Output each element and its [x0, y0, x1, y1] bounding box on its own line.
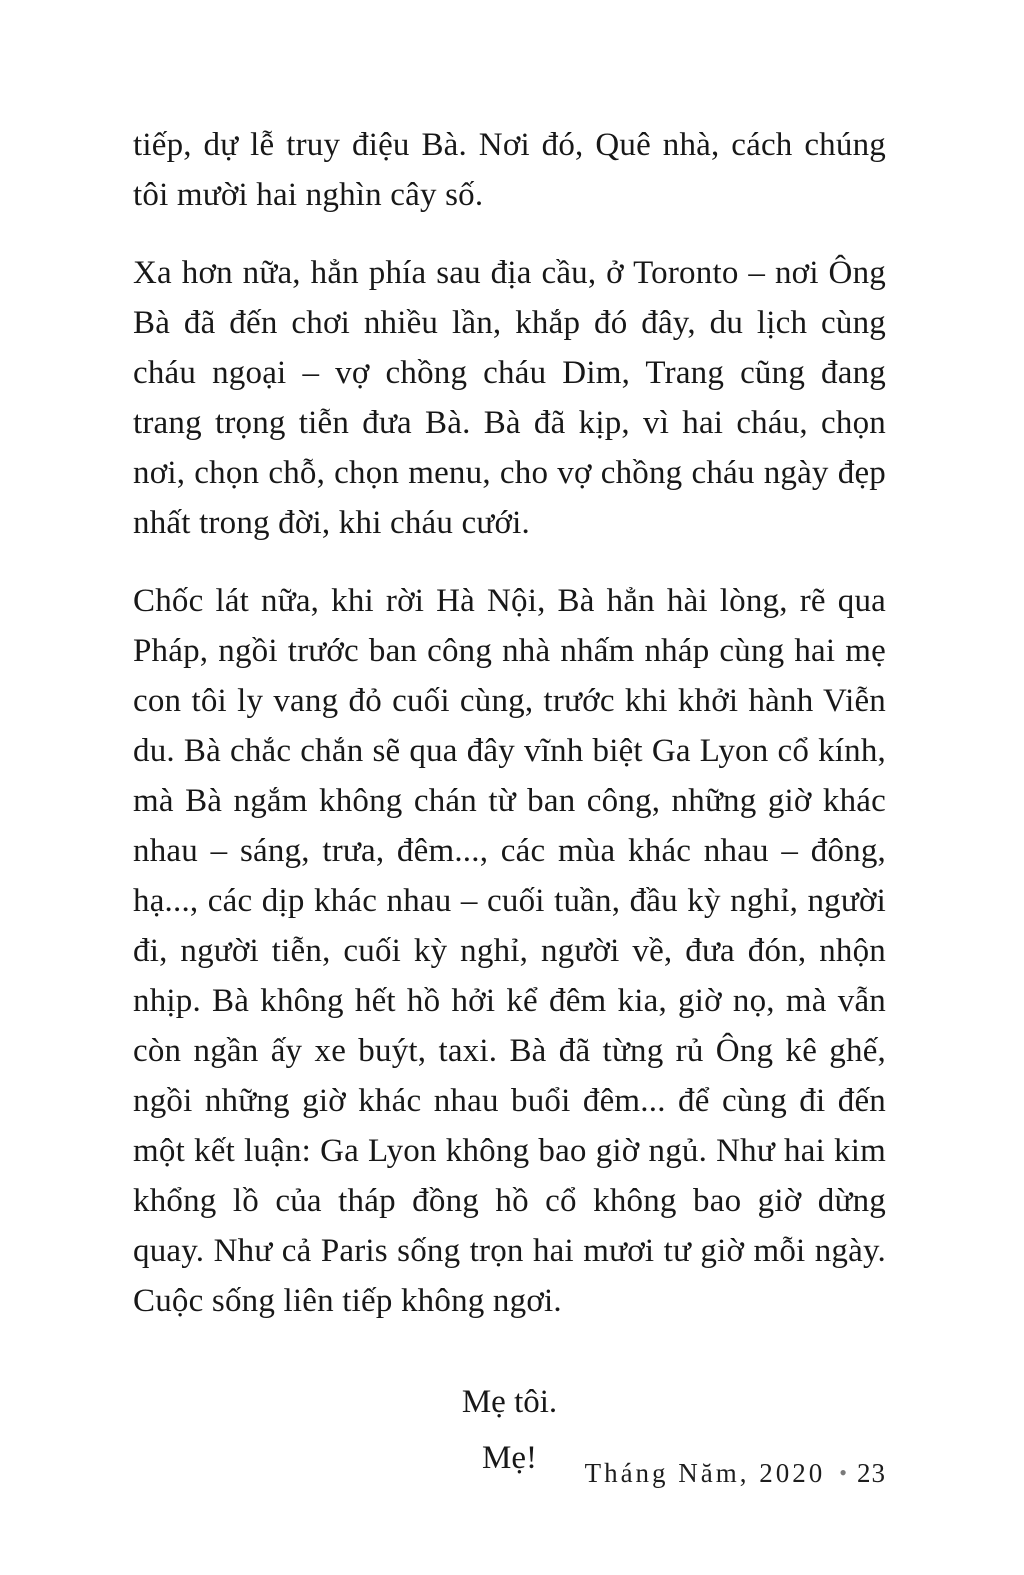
- closing-line-me: Mẹ!: [482, 1440, 537, 1476]
- book-page: [133, 0, 886, 1575]
- footer-separator-dot: •: [839, 1460, 847, 1485]
- paragraph-1: tiếp, dự lễ truy điệu Bà. Nơi đó, Quê nhà, cách chúng tôi mười hai nghìn cây số.: [133, 127, 886, 213]
- page-number: 23: [857, 1458, 886, 1488]
- footer-date: Tháng Năm, 2020: [584, 1458, 826, 1488]
- closing-line-me-toi: Mẹ tôi.: [461, 1384, 558, 1420]
- body-text: [133, 0, 886, 1326]
- page-footer: [133, 1458, 886, 1489]
- paragraph-3: Chốc lát nữa, khi rời Hà Nội, Bà hẳn hài lòng, rẽ qua Pháp, ngồi trước ban công nhà nhấm nháp cùng hai mẹ con tôi ly vang đỏ cuối cùng, trước khi khởi hành Viễn du. Bà chắc chắn sẽ qua đây vĩnh biệt Ga Lyon cổ kính, mà Bà ngắm không chán từ ban công, những giờ khác nhau – sáng, trưa, đêm..., các mùa khác nhau – đông, hạ..., các dịp khác nhau – cuối tuần, đầu kỳ nghỉ, người đi, người tiễn, cuối kỳ nghỉ, người về, đưa đón, nhộn nhịp. Bà không hết hồ hởi kể đêm kia, giờ nọ, mà vẫn còn ngần ấy xe buýt, taxi. Bà đã từng rủ Ông kê ghế, ngồi những giờ khác nhau buổi đêm... để cùng đi đến một kết luận: Ga Lyon không bao giờ ngủ. Như hai kim khổng lồ của tháp đồng hồ cổ không bao giờ dừng quay. Như cả Paris sống trọn hai mươi tư giờ mỗi ngày. Cuộc sống liên tiếp không ngơi.: [133, 583, 886, 1319]
- paragraph-2: Xa hơn nữa, hẳn phía sau địa cầu, ở Toronto – nơi Ông Bà đã đến chơi nhiều lần, khắp đó đây, du lịch cùng cháu ngoại – vợ chồng cháu Dim, Trang cũng đang trang trọng tiễn đưa Bà. Bà đã kịp, vì hai cháu, chọn nơi, chọn chỗ, chọn menu, cho vợ chồng cháu ngày đẹp nhất trong đời, khi cháu cưới.: [133, 255, 886, 541]
